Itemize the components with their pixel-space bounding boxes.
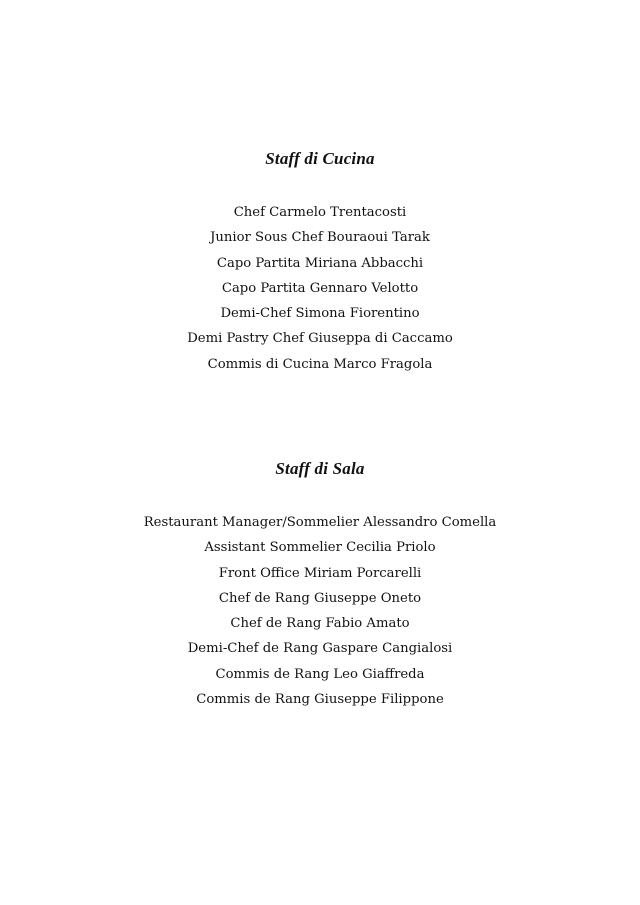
- staff-member: Chef Carmelo Trentacosti: [233, 205, 407, 220]
- staff-member: Chef de Rang Fabio Amato: [230, 616, 410, 632]
- kitchen-staff-heading: Staff di Cucina: [265, 149, 375, 168]
- staff-member: Capo Partita Gennaro Velotto: [221, 280, 419, 296]
- staff-member: Demi-Chef de Rang Gaspare Cangialosi: [187, 641, 453, 657]
- staff-member: Demi Pastry Chef Giuseppa di Caccamo: [187, 331, 453, 347]
- staff-member: Junior Sous Chef Bouraoui Tarak: [210, 230, 430, 246]
- kitchen-staff-section: [0, 145, 640, 377]
- staff-member: Commis de Rang Leo Giaffreda: [215, 666, 425, 682]
- dining-staff-heading: Staff di Sala: [275, 459, 365, 478]
- dining-staff-section: [0, 455, 640, 712]
- staff-member: Assistant Sommelier Cecilia Priolo: [204, 540, 436, 556]
- staff-member: Demi-Chef Simona Fiorentino: [220, 306, 420, 322]
- kitchen-staff-list: [0, 200, 640, 377]
- staff-member: Capo Partita Miriana Abbacchi: [216, 255, 424, 271]
- staff-member: Restaurant Manager/Sommelier Alessandro Comella: [143, 515, 497, 530]
- staff-member: Commis di Cucina Marco Fragola: [207, 356, 433, 372]
- dining-staff-list: [0, 510, 640, 712]
- staff-member: Commis de Rang Giuseppe Filippone: [196, 692, 444, 708]
- staff-member: Chef de Rang Giuseppe Oneto: [218, 590, 422, 606]
- staff-member: Front Office Miriam Porcarelli: [218, 565, 422, 581]
